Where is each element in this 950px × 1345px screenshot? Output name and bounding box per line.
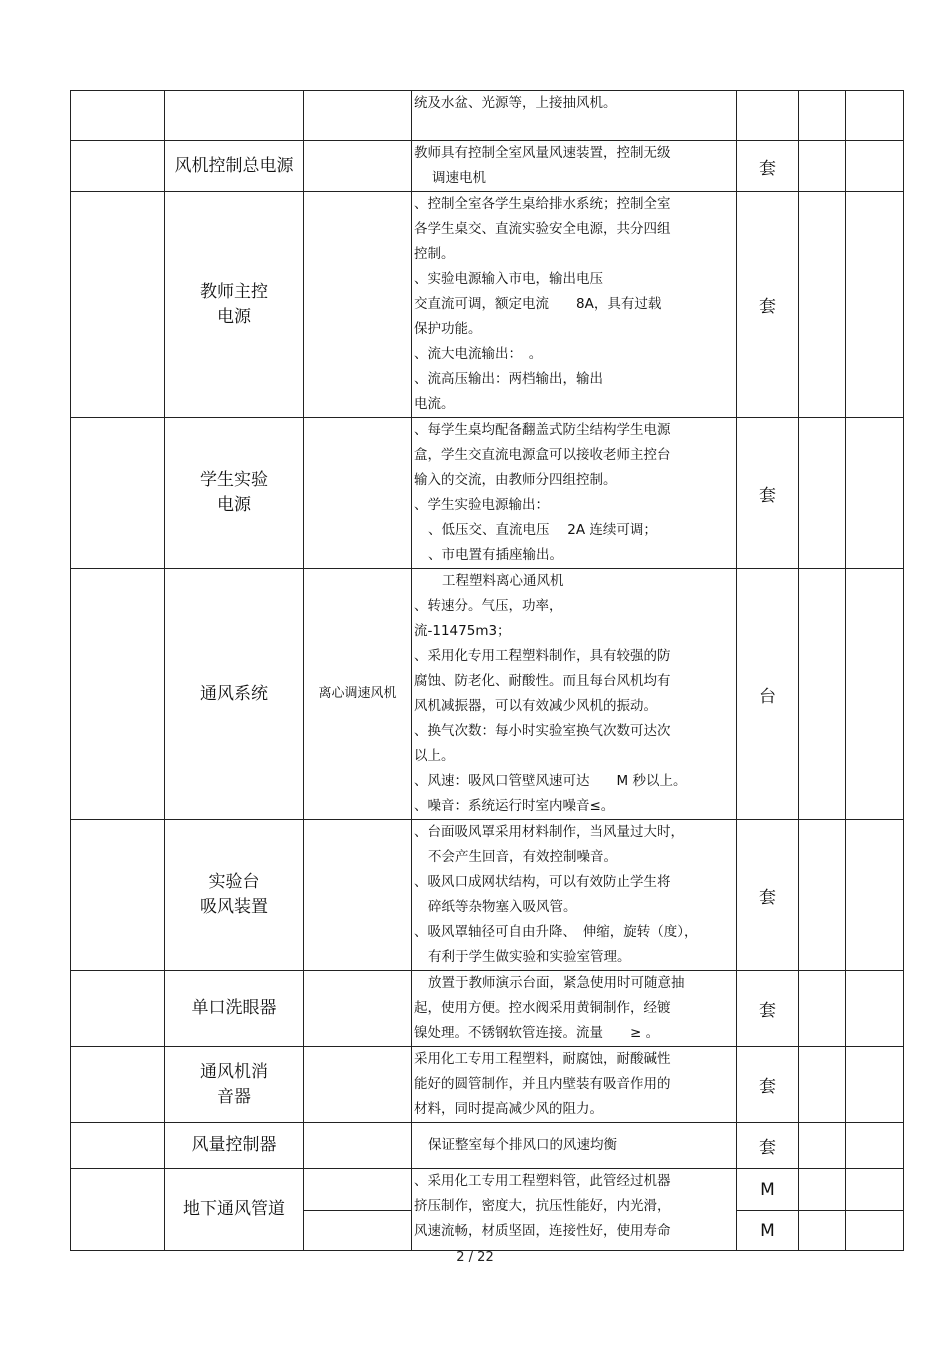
- description-line: 、采用化专用工程塑料制作，具有较强的防: [414, 648, 671, 664]
- description-line: 保护功能。: [414, 321, 482, 337]
- table-body: [71, 91, 904, 1251]
- item-name-line: 实验台: [208, 872, 260, 892]
- remark-cell: [846, 569, 904, 820]
- quantity-cell: [799, 418, 846, 569]
- unit-cell: 套: [737, 141, 799, 192]
- remark-cell: [846, 1169, 904, 1211]
- description-cell: [412, 820, 737, 971]
- model-cell: [304, 141, 412, 192]
- quantity-cell: [799, 1211, 846, 1251]
- remark-cell: [846, 971, 904, 1047]
- model-cell: [304, 1047, 412, 1123]
- description-line: 盒，学生交直流电源盒可以接收老师主控台: [414, 447, 671, 463]
- index-cell: [71, 192, 165, 418]
- description-line: 不会产生回音，有效控制噪音。: [428, 849, 617, 865]
- item-name-cell: [165, 1123, 304, 1169]
- description-cell: [412, 1123, 737, 1169]
- description-line: 、每学生桌均配备翻盖式防尘结构学生电源: [414, 422, 671, 438]
- index-cell: [71, 1123, 165, 1169]
- description-line: 风速流畅，材质坚固，连接性好，使用寿命: [414, 1223, 671, 1239]
- page-number: 2 / 22: [456, 1250, 494, 1265]
- index-cell: [71, 569, 165, 820]
- description-cell: [412, 971, 737, 1047]
- index-cell: [71, 141, 165, 192]
- item-name-line: 学生实验: [200, 470, 268, 490]
- description-line: 流-11475m3；: [414, 623, 511, 639]
- remark-cell: [846, 1047, 904, 1123]
- description-cell: [412, 192, 737, 418]
- unit-cell: 套: [737, 971, 799, 1047]
- description-line: 放置于教师演示台面，紧急使用时可随意抽: [428, 975, 685, 991]
- model-cell: [304, 418, 412, 569]
- remark-cell: [846, 192, 904, 418]
- table-row: [71, 1169, 904, 1211]
- index-cell: [71, 820, 165, 971]
- description-cell: [412, 141, 737, 192]
- description-line: 起，使用方便。控水阀采用黄铜制作，经镀: [414, 1000, 671, 1016]
- item-name-cell: [165, 91, 304, 141]
- description-cell: [412, 91, 737, 141]
- table-row: [71, 418, 904, 569]
- description-line: 挤压制作，密度大，抗压性能好，内光滑，: [414, 1198, 671, 1214]
- item-name-line: 教师主控: [200, 281, 268, 302]
- unit-cell: 套: [737, 418, 799, 569]
- item-name-cell: [165, 1169, 304, 1251]
- description-cell: [412, 569, 737, 820]
- description-line: 镍处理。不锈钢软管连接。流量 ≥ 。: [414, 1025, 660, 1041]
- item-name-line: 电源: [217, 306, 251, 327]
- index-cell: [71, 971, 165, 1047]
- description-line: 工程塑料离心通风机: [442, 573, 564, 589]
- description-cell: [412, 418, 737, 569]
- model-cell: [304, 1211, 412, 1251]
- description-line: 、实验电源输入市电，输出电压: [414, 271, 603, 287]
- remark-cell: [846, 141, 904, 192]
- description-line: 有利于学生做实验和实验室管理。: [428, 949, 631, 965]
- quantity-cell: [799, 91, 846, 141]
- item-name-line: 吸风装置: [200, 897, 268, 917]
- unit-cell: M: [737, 1169, 799, 1211]
- description-line: 、风速：吸风口管壁风速可达 M 秒以上。: [414, 773, 687, 789]
- table-row: [71, 1123, 904, 1169]
- description-line: 调速电机: [432, 170, 486, 186]
- description-line: 、台面吸风罩采用材料制作，当风量过大时，: [414, 824, 684, 840]
- remark-cell: [846, 1123, 904, 1169]
- description-line: 各学生桌交、直流实验安全电源，共分四组: [414, 221, 671, 237]
- table-row: [71, 192, 904, 418]
- unit-cell: 套: [737, 820, 799, 971]
- description-line: 、市电置有插座输出。: [428, 547, 563, 563]
- description-line: 、转速分。气压，功率，: [414, 598, 563, 614]
- item-name-line: 通风系统: [200, 683, 268, 704]
- equipment-spec-table: [70, 90, 904, 1251]
- quantity-cell: [799, 569, 846, 820]
- item-name-line: 风机控制总电源: [174, 155, 294, 176]
- model-cell: [304, 192, 412, 418]
- description-line: 电流。: [414, 396, 455, 412]
- unit-cell: 套: [737, 192, 799, 418]
- description-line: 以上。: [414, 748, 455, 764]
- table-row: [71, 141, 904, 192]
- item-name-line: 单口洗眼器: [191, 998, 277, 1018]
- quantity-cell: [799, 1123, 846, 1169]
- description-line: 控制。: [414, 246, 455, 262]
- remark-cell: [846, 91, 904, 141]
- model-cell: [304, 971, 412, 1047]
- description-line: 、吸风口成网状结构，可以有效防止学生将: [414, 874, 671, 890]
- unit-cell: M: [737, 1211, 799, 1251]
- item-name-line: 电源: [217, 495, 251, 515]
- table-row: [71, 971, 904, 1047]
- item-name-cell: [165, 1047, 304, 1123]
- index-cell: [71, 1169, 165, 1251]
- model-cell: [304, 1123, 412, 1169]
- unit-cell: 台: [737, 569, 799, 820]
- description-line: 能好的圆管制作，并且内壁装有吸音作用的: [414, 1076, 671, 1092]
- item-name-cell: [165, 418, 304, 569]
- description-line: 、流高压输出：两档输出，输出: [414, 371, 603, 387]
- remark-cell: [846, 820, 904, 971]
- unit-cell: 套: [737, 1123, 799, 1169]
- quantity-cell: [799, 820, 846, 971]
- quantity-cell: [799, 1047, 846, 1123]
- quantity-cell: [799, 141, 846, 192]
- model-cell: [304, 1169, 412, 1211]
- table-row: [71, 91, 904, 141]
- model-cell: 离心调速风机: [304, 569, 412, 820]
- description-line: 、吸风罩轴径可自由升降、 伸缩，旋转（度），: [414, 924, 698, 940]
- index-cell: [71, 418, 165, 569]
- item-name-cell: [165, 192, 304, 418]
- description-line: 保证整室每个排风口的风速均衡: [428, 1137, 617, 1153]
- description-line: 、控制全室各学生桌给排水系统；控制全室: [414, 196, 671, 212]
- model-cell: [304, 91, 412, 141]
- unit-cell: [737, 91, 799, 141]
- quantity-cell: [799, 1169, 846, 1211]
- item-name-line: 通风机消: [200, 1061, 268, 1082]
- item-name-line: 地下通风管道: [183, 1199, 285, 1219]
- description-line: 、低压交、直流电压 2A 连续可调；: [428, 522, 657, 538]
- description-line: 、学生实验电源输出：: [414, 497, 549, 513]
- description-line: 、噪音：系统运行时室内噪音≤。: [414, 798, 615, 814]
- description-line: 碎纸等杂物塞入吸风管。: [428, 899, 577, 915]
- item-name-cell: [165, 569, 304, 820]
- description-line: 、流大电流输出： 。: [414, 346, 543, 362]
- description-line: 、采用化工专用工程塑料管，此管经过机器: [414, 1173, 671, 1189]
- description-line: 输入的交流，由教师分四组控制。: [414, 472, 617, 488]
- table-row: [71, 820, 904, 971]
- description-line: 教师具有控制全室风量风速装置，控制无级: [414, 145, 671, 161]
- description-line: 统及水盆、光源等，上接抽风机。: [414, 95, 617, 111]
- quantity-cell: [799, 192, 846, 418]
- index-cell: [71, 1047, 165, 1123]
- table-row: [71, 569, 904, 820]
- item-name-cell: [165, 820, 304, 971]
- description-line: 交直流可调，额定电流 8A，具有过载: [414, 296, 662, 312]
- remark-cell: [846, 1211, 904, 1251]
- table-row: [71, 1047, 904, 1123]
- description-cell: [412, 1047, 737, 1123]
- description-line: 、换气次数：每小时实验室换气次数可达次: [414, 723, 671, 739]
- item-name-line: 风量控制器: [191, 1135, 277, 1155]
- description-line: 风机减振器，可以有效减少风机的振动。: [414, 698, 657, 714]
- description-cell: [412, 1169, 737, 1251]
- description-line: 腐蚀、防老化、耐酸性。而且每台风机均有: [414, 673, 671, 689]
- unit-cell: 套: [737, 1047, 799, 1123]
- description-line: 材料，同时提高减少风的阻力。: [414, 1101, 603, 1117]
- remark-cell: [846, 418, 904, 569]
- description-line: 采用化工专用工程塑料，耐腐蚀，耐酸碱性: [414, 1051, 671, 1067]
- quantity-cell: [799, 971, 846, 1047]
- model-cell: [304, 820, 412, 971]
- index-cell: [71, 91, 165, 141]
- item-name-cell: [165, 971, 304, 1047]
- item-name-line: 音器: [217, 1086, 251, 1107]
- item-name-cell: [165, 141, 304, 192]
